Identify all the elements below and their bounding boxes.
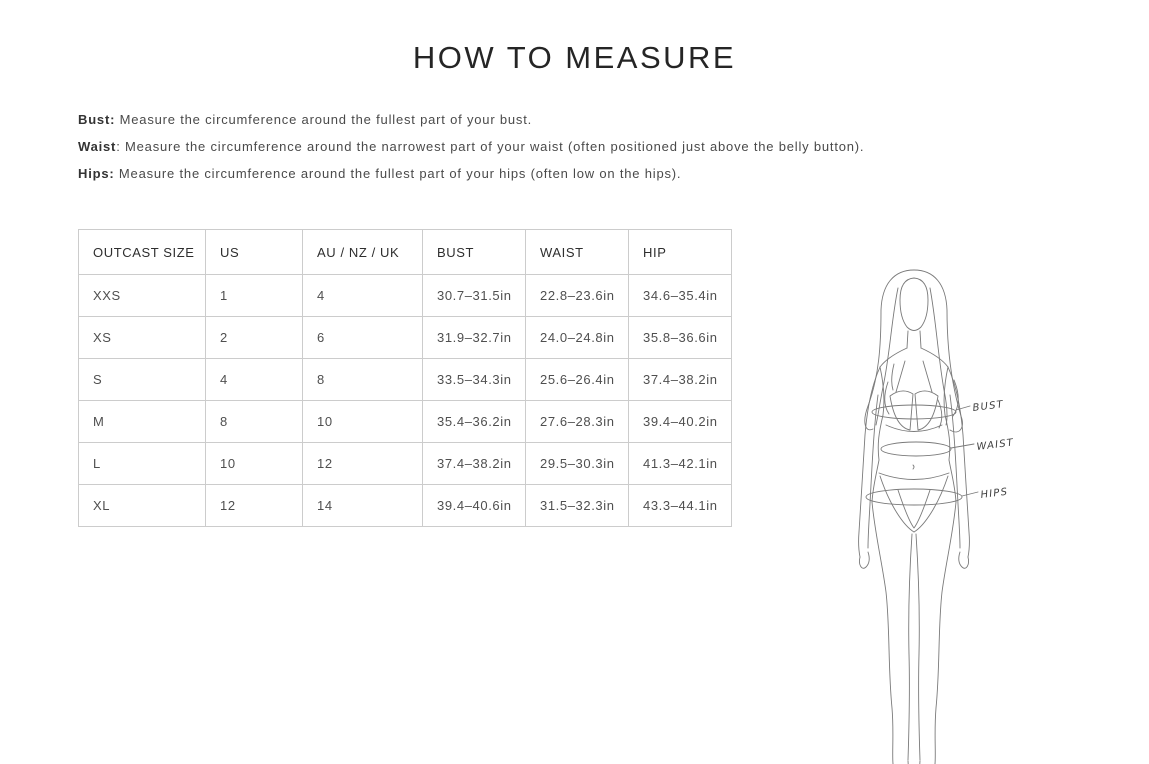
table-row-l [79,443,732,485]
cell-waist: 29.5–30.3in [526,443,629,485]
cell-waist: 27.6–28.3in [526,401,629,443]
cell-bust: 30.7–31.5in [423,275,526,317]
cell-waist: 22.8–23.6in [526,275,629,317]
cell-au-nz-uk: 4 [303,275,423,317]
cell-au-nz-uk: 6 [303,317,423,359]
cell-hip: 39.4–40.2in [629,401,732,443]
hips-label: HIPS [980,486,1009,501]
waist-instruction-text: : Measure the circumference around the narrowest part of your waist (often positioned just above the belly button). [116,139,865,154]
waist-instruction [78,133,1149,160]
cell-size: XS [79,317,206,359]
waist-label: WAIST [976,437,1015,453]
header-bust: BUST [423,230,526,275]
cell-size: XL [79,485,206,527]
table-row-xs [79,317,732,359]
cell-us: 1 [206,275,303,317]
cell-au-nz-uk: 12 [303,443,423,485]
table-row-xxs [79,275,732,317]
bust-instruction-text: Measure the circumference around the fullest part of your bust. [115,112,533,127]
cell-size: M [79,401,206,443]
cell-bust: 35.4–36.2in [423,401,526,443]
cell-waist: 25.6–26.4in [526,359,629,401]
cell-hip: 37.4–38.2in [629,359,732,401]
cell-au-nz-uk: 10 [303,401,423,443]
cell-hip: 43.3–44.1in [629,485,732,527]
cell-bust: 39.4–40.6in [423,485,526,527]
cell-bust: 33.5–34.3in [423,359,526,401]
table-row-m [79,401,732,443]
size-table [78,229,732,527]
cell-waist: 24.0–24.8in [526,317,629,359]
measure-instructions [78,106,1149,187]
table-row-s [79,359,732,401]
hips-instruction-label: Hips: [78,166,115,181]
bust-instruction-label: Bust: [78,112,116,127]
header-waist: WAIST [526,230,629,275]
cell-us: 10 [206,443,303,485]
cell-size: L [79,443,206,485]
cell-size: S [79,359,206,401]
cell-hip: 35.8–36.6in [629,317,732,359]
cell-au-nz-uk: 14 [303,485,423,527]
bust-instruction [78,106,1149,133]
cell-bust: 31.9–32.7in [423,317,526,359]
cell-hip: 34.6–35.4in [629,275,732,317]
size-table-header-row [79,230,732,275]
cell-us: 12 [206,485,303,527]
cell-bust: 37.4–38.2in [423,443,526,485]
table-row-xl [79,485,732,527]
header-au-nz-uk: AU / NZ / UK [303,230,423,275]
measurement-figure-illustration [838,264,1026,764]
bust-label: BUST [972,399,1005,414]
waist-instruction-label: Waist [78,139,117,154]
cell-waist: 31.5–32.3in [526,485,629,527]
header-outcast-size: OUTCAST SIZE [79,230,206,275]
page-title: HOW TO MEASURE [412,40,737,75]
cell-hip: 41.3–42.1in [629,443,732,485]
hips-instruction-text: Measure the circumference around the fullest part of your hips (often low on the hips). [114,166,682,181]
cell-au-nz-uk: 8 [303,359,423,401]
cell-us: 4 [206,359,303,401]
cell-size: XXS [79,275,206,317]
hips-instruction [78,160,1149,187]
header-hip: HIP [629,230,732,275]
cell-us: 8 [206,401,303,443]
cell-us: 2 [206,317,303,359]
how-to-measure-page [0,40,1149,764]
header-us: US [206,230,303,275]
woman-outline-sketch [838,264,1026,764]
